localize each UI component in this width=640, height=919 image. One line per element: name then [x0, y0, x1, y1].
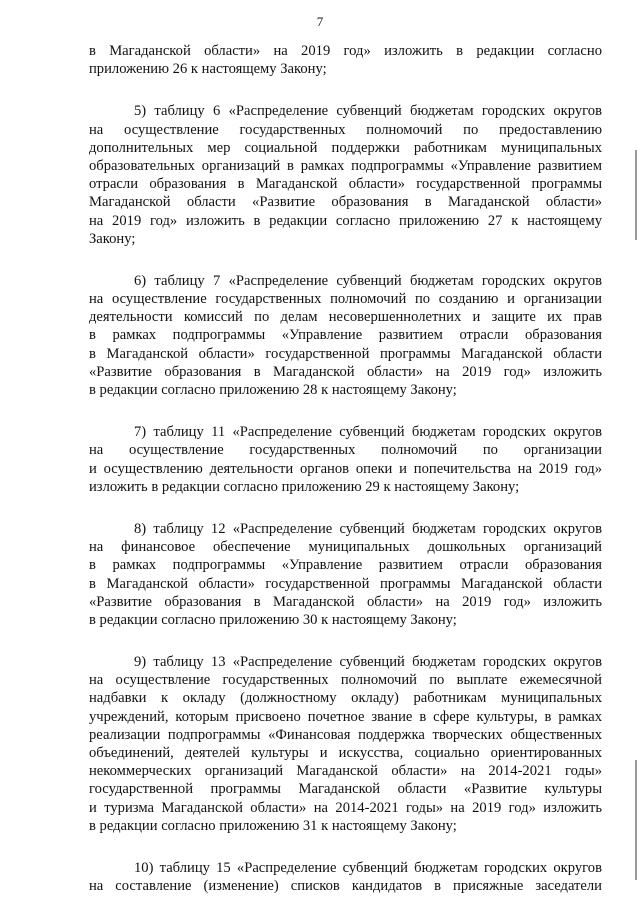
- text-line: 9) таблицу 13 «Распределение субвенций бюджетам городских округов: [134, 654, 602, 671]
- paragraph: [89, 102, 602, 248]
- document-body: [89, 42, 602, 919]
- scan-edge-mark: [635, 760, 637, 880]
- text-line: в рамках подпрограммы «Управление развитием отрасли образования: [89, 557, 602, 574]
- text-line: и осуществлению деятельности органов опеки и попечительства на 2019 год»: [89, 460, 602, 477]
- text-line: Закону;: [89, 230, 136, 247]
- text-line: в рамках подпрограммы «Управление развитием отрасли образования: [89, 327, 602, 344]
- paragraph: [89, 520, 602, 629]
- text-line: 7) таблицу 11 «Распределение субвенций бюджетам городских округов: [134, 424, 602, 441]
- text-line: приложению 26 к настоящему Закону;: [89, 61, 327, 78]
- text-line: в редакции согласно приложению 31 к настоящему Закону;: [89, 817, 457, 834]
- text-line: в редакции согласно приложению 28 к настоящему Закону;: [89, 382, 457, 398]
- text-line: на осуществление государственных полномочий по выплате ежемесячной: [89, 672, 602, 689]
- text-line: на составление (изменение) списков кандидатов в присяжные заседатели: [89, 878, 602, 895]
- text-line: деятельности комиссий по делам несовершеннолетних и защите их прав: [89, 309, 602, 326]
- text-line: и туризма Магаданской области» на 2014-2021 годы» на 2019 год» изложить: [89, 799, 602, 816]
- text-line: в Магаданской области» на 2019 год» изложить в редакции согласно: [89, 43, 602, 59]
- paragraph: [89, 859, 602, 895]
- text-line: надбавки к окладу (должностному окладу) работникам муниципальных: [89, 690, 602, 707]
- paragraph: [89, 653, 602, 835]
- text-line: государственной программы Магаданской области «Развитие культуры: [89, 781, 602, 798]
- text-line: 5) таблицу 6 «Распределение субвенций бюджетам городских округов: [134, 103, 602, 120]
- text-line: некоммерческих организаций Магаданской области» на 2014-2021 годы»: [89, 763, 602, 780]
- text-line: Магаданской области «Развитие образования в Магаданской области»: [89, 194, 602, 211]
- text-line: на осуществление государственных полномочий по организации: [89, 442, 602, 459]
- text-line: «Развитие образования в Магаданской области» на 2019 год» изложить: [89, 593, 602, 610]
- paragraph: [89, 423, 602, 496]
- text-line: в редакции согласно приложению 30 к настоящему Закону;: [89, 611, 457, 628]
- text-line: дополнительных мер социальной поддержки работникам муниципальных: [89, 139, 602, 156]
- paragraph: [89, 272, 602, 399]
- text-line: образовательных организаций в рамках подпрограммы «Управление развитием: [89, 157, 602, 174]
- text-line: учреждений, которым присвоено почетное звание в сфере культуры, в рамках: [89, 708, 602, 725]
- text-line: на финансовое обеспечение муниципальных дошкольных организаций: [89, 539, 602, 556]
- text-line: на осуществление государственных полномочий по созданию и организации: [89, 291, 602, 308]
- text-line: 10) таблицу 15 «Распределение субвенций бюджетам городских округов: [134, 859, 602, 876]
- text-line: 8) таблицу 12 «Распределение субвенций бюджетам городских округов: [134, 520, 602, 537]
- text-line: изложить в редакции согласно приложению 29 к настоящему Закону;: [89, 478, 520, 495]
- text-line: на осуществление государственных полномочий по предоставлению: [89, 121, 602, 138]
- text-line: реализации подпрограммы «Финансовая поддержка творческих общественных: [89, 726, 602, 743]
- page-number: 7: [316, 14, 324, 29]
- text-line: 6) таблицу 7 «Распределение субвенций бюджетам городских округов: [134, 272, 602, 289]
- text-line: отрасли образования в Магаданской области» государственной программы: [89, 176, 602, 193]
- paragraph: [89, 42, 602, 78]
- text-line: объединений, деятелей культуры и искусства, социально ориентированных: [89, 745, 602, 761]
- text-line: «Развитие образования в Магаданской области» на 2019 год» изложить: [89, 363, 602, 380]
- scan-edge-mark: [635, 150, 637, 240]
- text-line: в Магаданской области» государственной программы Магаданской области: [89, 345, 602, 362]
- text-line: в Магаданской области» государственной программы Магаданской области: [89, 575, 602, 592]
- text-line: на 2019 год» изложить в редакции согласно приложению 27 к настоящему: [89, 212, 602, 229]
